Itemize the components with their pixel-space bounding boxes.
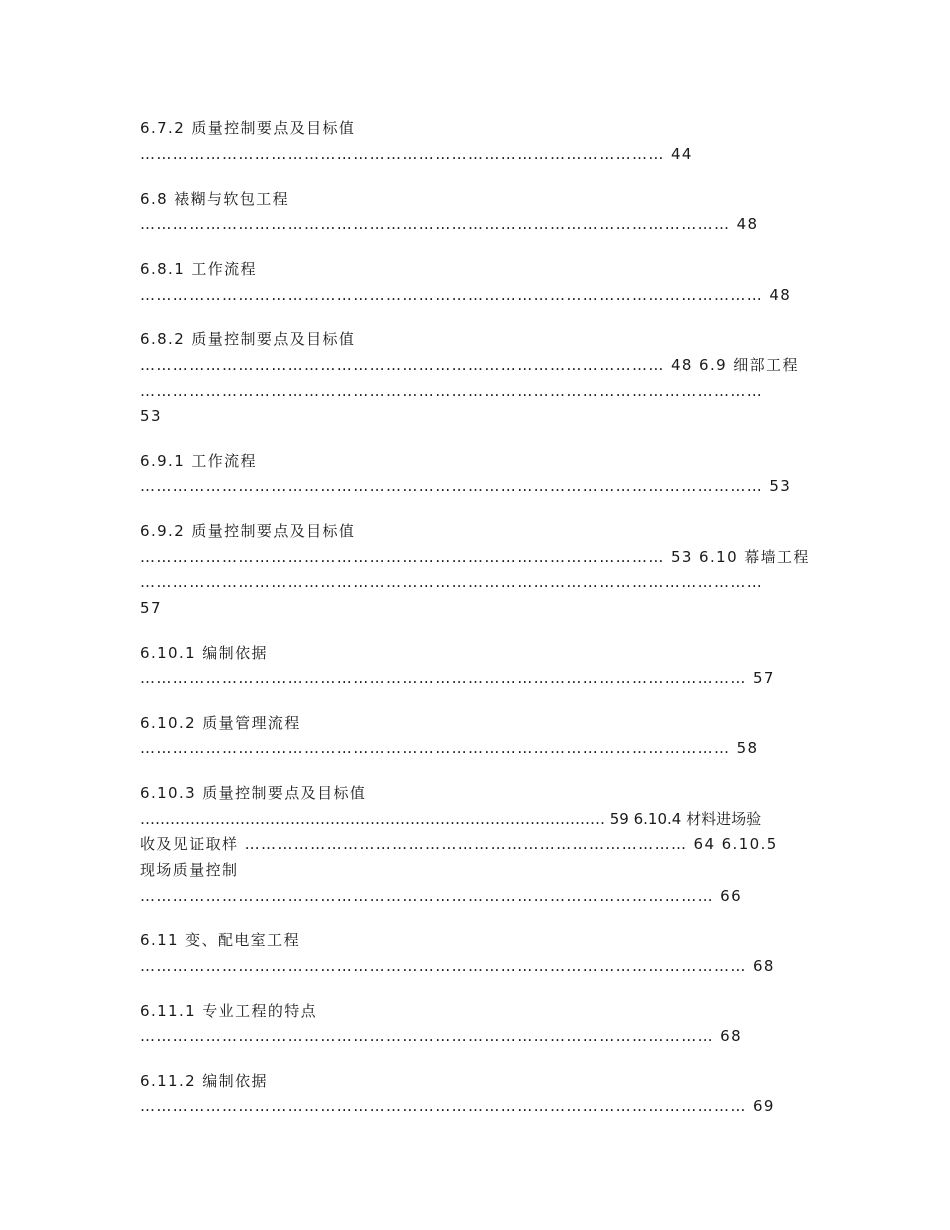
toc-leader-with-heading-6-9: …………………………………………………………………………………… 48 6.9 细部工程 [140,356,799,374]
toc-leader-page-68: …………………………………………………………………………………………… 68 [140,1027,743,1045]
toc-heading-6-10-2: 6.10.2 质量管理流程 [140,714,301,732]
toc-page-number-53: 53 [140,407,162,425]
toc-heading-6-7-2: 6.7.2 质量控制要点及目标值 [140,119,356,137]
toc-heading-6-11-2: 6.11.2 编制依据 [140,1072,268,1090]
toc-leader-page-44: …………………………………………………………………………………… 44 [140,145,693,163]
toc-leader-page-57: ………………………………………………………………………………………………… 57 [140,669,775,687]
toc-heading-6-11: 6.11 变、配电室工程 [140,931,300,949]
toc-heading-continued-with-6-10-5: 收及见证取样 ……………………………………………………………………… 64 6.10.5 [140,835,778,853]
toc-page-number-57: 57 [140,599,162,617]
toc-heading-6-8-1: 6.8.1 工作流程 [140,260,257,278]
toc-leader-page-68: ………………………………………………………………………………………………… 68 [140,957,775,975]
toc-heading-6-9-2: 6.9.2 质量控制要点及目标值 [140,522,356,540]
toc-heading-6-9-1: 6.9.1 工作流程 [140,452,257,470]
toc-leader-with-heading-6-10-4: ………………………………………………………………………………… 59 6.10.4 材料进场验 [140,810,762,828]
toc-leader-with-heading-6-10: …………………………………………………………………………………… 53 6.10 幕墙工程 [140,548,810,566]
toc-leader: …………………………………………………………………………………………………… [140,382,764,400]
toc-heading-continued: 现场质量控制 [140,861,239,879]
toc-heading-6-8: 6.8 裱糊与软包工程 [140,190,290,208]
toc-heading-6-8-2: 6.8.2 质量控制要点及目标值 [140,330,356,348]
toc-leader-page-48: ……………………………………………………………………………………………… 48 [140,215,759,233]
toc-leader-page-69: ………………………………………………………………………………………………… 69 [140,1097,775,1115]
toc-heading-6-11-1: 6.11.1 专业工程的特点 [140,1002,318,1020]
toc-leader-page-58: ……………………………………………………………………………………………… 58 [140,739,759,757]
toc-leader-page-53: …………………………………………………………………………………………………… 53 [140,477,792,495]
toc-leader: …………………………………………………………………………………………………… [140,573,764,591]
toc-leader-page-66: …………………………………………………………………………………………… 66 [140,887,743,905]
toc-heading-6-10-1: 6.10.1 编制依据 [140,644,268,662]
toc-heading-6-10-3: 6.10.3 质量控制要点及目标值 [140,784,367,802]
toc-leader-page-48: …………………………………………………………………………………………………… 48 [140,286,792,304]
